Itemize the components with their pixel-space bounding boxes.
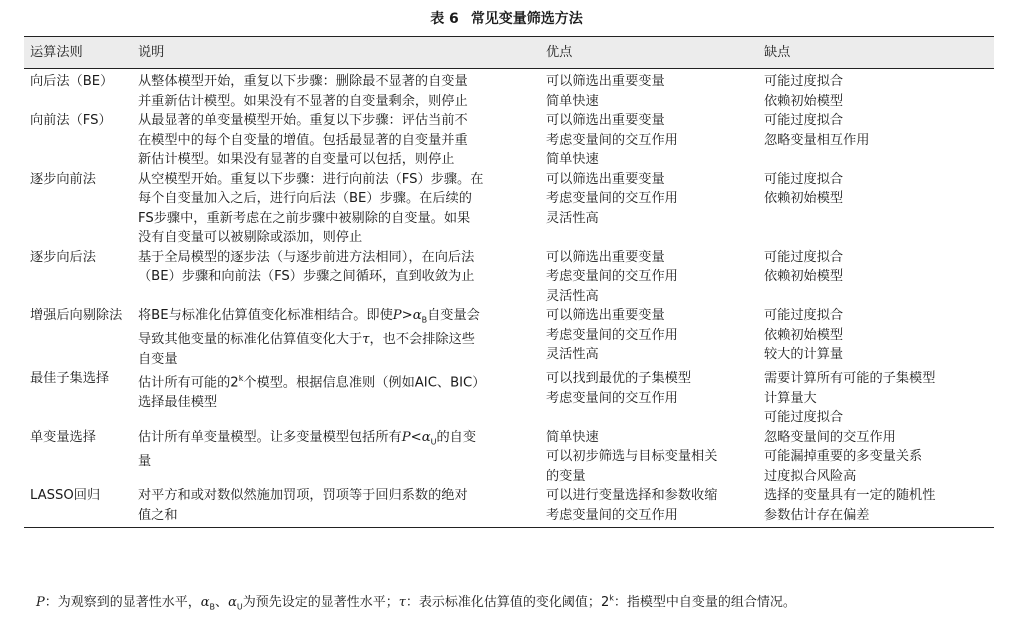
method-cell: 最佳子集选择 (30, 371, 110, 387)
method-cell: 逐步向后法 (30, 249, 96, 265)
table-row (24, 69, 994, 112)
cons-cell: 可能过度拟合 依赖初始模型 较大的计算量 (764, 308, 844, 362)
cons-cell: 可能过度拟合 忽略变量相互作用 (764, 113, 870, 148)
pros-cell: 可以筛选出重要变量 考虑变量间的交互作用 灵活性高 (546, 171, 678, 226)
method-cell: LASSO回归 (24, 486, 132, 528)
table-row (24, 428, 994, 487)
table-title: 常见变量筛选方法 (470, 11, 583, 27)
cons-cell: 可能过度拟合 依赖初始模型 (764, 249, 844, 284)
table-footnote: P：为观察到的显著性水平，$\alpha_B$、$\alpha_U$为预先设定的显著性水平；τ：表示标准化估算值的变化阈值；2$^k$：指模型中自变量的组合情况。 (36, 593, 796, 612)
description-cell: 估计所有可能的2$^k$个模型。根据信息准则（例如AIC、BIC） 选择最佳模型 (138, 374, 486, 411)
cons-cell: 可能过度拟合 依赖初始模型 (764, 74, 844, 109)
method-cell: 向前法（FS） (30, 113, 112, 128)
description-cell: 估计所有单变量模型。让多变量模型包括所有$P<\alpha_U$的自变 量 (138, 429, 477, 469)
variable-selection-table (24, 36, 994, 528)
pros-cell: 可以筛选出重要变量 考虑变量间的交互作用 灵活性高 (546, 249, 678, 304)
header-cons: 缺点 (758, 37, 994, 69)
description-cell: 将BE与标准化估算值变化标准相结合。即使$P>\alpha_B$自变量会 导致其他变量的标准化估算值变化大于τ，也不会排除这些 自变量 (138, 308, 480, 367)
pros-cell: 简单快速 可以初步筛选与目标变量相关 的变量 (546, 429, 718, 484)
cons-cell: 可能过度拟合 依赖初始模型 (764, 171, 844, 206)
table-row (24, 111, 994, 170)
method-cell: 单变量选择 (30, 429, 96, 445)
pros-cell: 可以筛选出重要变量 考虑变量间的交互作用 灵活性高 (546, 308, 678, 362)
table-caption (0, 8, 1013, 28)
table-row (24, 170, 994, 248)
table-row (24, 306, 994, 369)
cons-cell: 忽略变量间的交互作用 可能漏掉重要的多变量关系 过度拟合风险高 (764, 429, 923, 484)
header-description: 说明 (132, 37, 540, 69)
table-row (24, 248, 994, 307)
table-row (24, 369, 994, 428)
method-cell: 向后法（BE） (30, 74, 114, 89)
header-method: 运算法则 (24, 37, 132, 69)
pros-cell: 可以找到最优的子集模型 考虑变量间的交互作用 (546, 371, 692, 406)
description-cell: 基于全局模型的逐步法（与逐步前进方法相同），在向后法 （BE）步骤和向前法（FS）步骤之间循环，直到收敛为止 (138, 249, 475, 284)
pros-cell: 可以进行变量选择和参数收缩 考虑变量间的交互作用 (540, 486, 758, 528)
description-cell: 从整体模型开始，重复以下步骤：删除最不显著的自变量 并重新估计模型。如果没有不显著的自变量剩余，则停止 (138, 74, 468, 109)
method-cell: 逐步向前法 (30, 171, 96, 187)
description-cell: 从最显著的单变量模型开始。重复以下步骤：评估当前不 在模型中的每个自变量的增值。包括最显著的自变量并重 新估计模型。如果没有显著的自变量可以包括，则停止 (138, 113, 468, 167)
pros-cell: 可以筛选出重要变量 简单快速 (546, 74, 665, 109)
description-cell: 从空模型开始。重复以下步骤：进行向前法（FS）步骤。在 每个自变量加入之后，进行向后法（BE）步骤。在后续的 FS步骤中，重新考虑在之前步骤中被剔除的自变量。如果 没有自变量可以被剔除或添加，则停止 (138, 171, 484, 245)
header-pros: 优点 (540, 37, 758, 69)
cons-cell: 需要计算所有可能的子集模型 计算量大 可能过度拟合 (764, 371, 936, 426)
header-row (24, 37, 994, 69)
table-row (24, 486, 994, 528)
method-cell: 增强后向剔除法 (30, 308, 123, 323)
table-number: 表 6 (430, 11, 459, 27)
description-cell: 对平方和或对数似然施加罚项，罚项等于回归系数的绝对 值之和 (132, 486, 540, 528)
pros-cell: 可以筛选出重要变量 考虑变量间的交互作用 简单快速 (546, 113, 678, 167)
cons-cell: 选择的变量具有一定的随机性 参数估计存在偏差 (758, 486, 994, 528)
